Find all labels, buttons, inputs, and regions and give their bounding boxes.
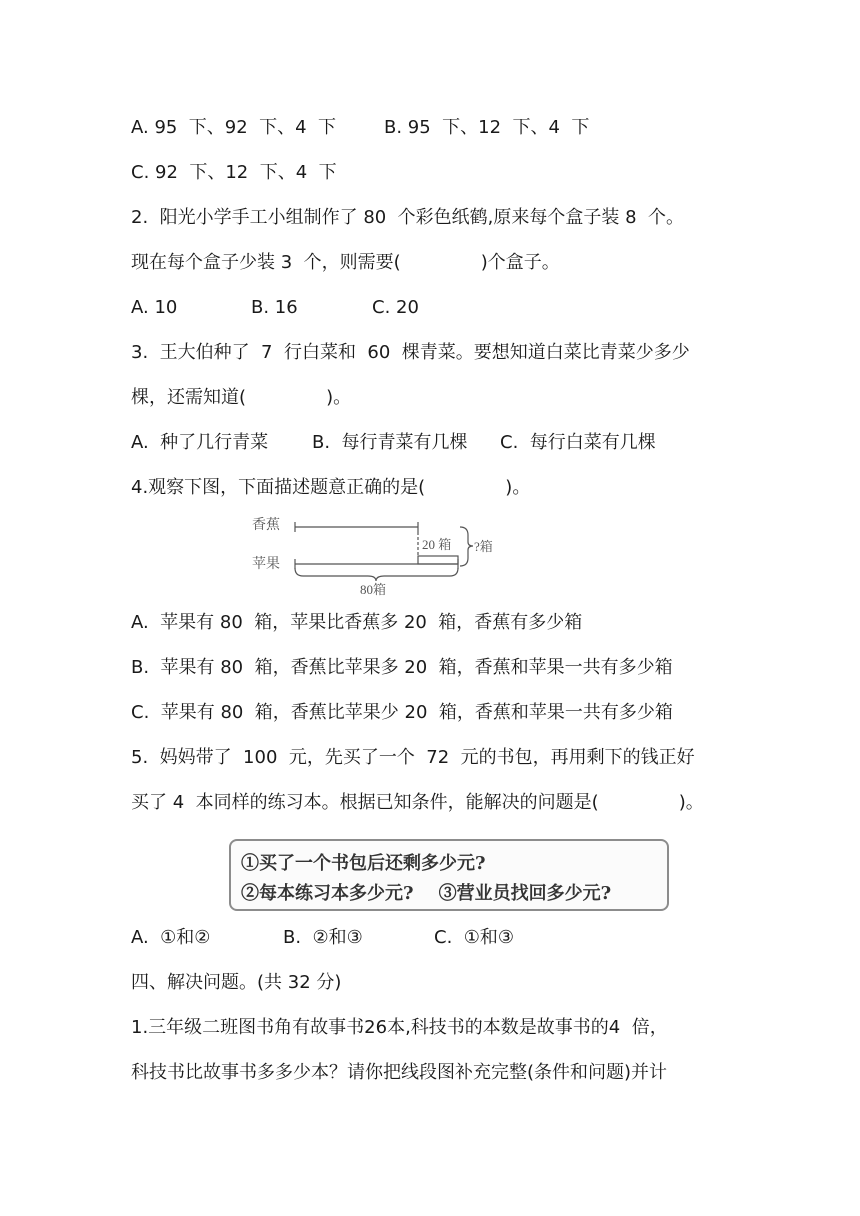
q1-option-b: B. 95 下、12 下、4 下 <box>384 117 590 138</box>
q3-text-line2: 棵，还需知道( )。 <box>131 387 352 408</box>
q5-question-box <box>229 839 669 911</box>
q2-option-b: B. 16 <box>251 297 298 318</box>
q1-option-a: A. 95 下、92 下、4 下 <box>131 117 337 138</box>
q1-option-c: C. 92 下、12 下、4 下 <box>131 162 337 183</box>
q4-option-c: C. 苹果有 80 箱，香蕉比苹果少 20 箱，香蕉和苹果一共有多少箱 <box>131 702 673 723</box>
q5-text-line1: 5. 妈妈带了 100 元，先买了一个 72 元的书包，再用剩下的钱正好 <box>131 747 695 768</box>
line-segment-diagram <box>240 510 520 600</box>
q2-option-a: A. 10 <box>131 297 178 318</box>
q3-option-b: B. 每行青菜有几棵 <box>312 432 468 453</box>
banana-segment <box>295 522 418 556</box>
q2-option-c: C. 20 <box>372 297 419 318</box>
total-brace <box>460 527 473 566</box>
apple-label: 苹果 <box>252 555 280 571</box>
section4-q1-line2: 科技书比故事书多多少本？请你把线段图补充完整(条件和问题)并计 <box>131 1062 668 1083</box>
q3-option-c: C. 每行白菜有几棵 <box>500 432 656 453</box>
q2-text-line1: 2. 阳光小学手工小组制作了 80 个彩色纸鹤,原来每个盒子装 8 个。 <box>131 207 685 228</box>
q5-box-line1: ①买了一个书包后还剩多少元? <box>241 853 486 874</box>
apple-segment <box>295 559 458 569</box>
q4-option-b: B. 苹果有 80 箱，香蕉比苹果多 20 箱，香蕉和苹果一共有多少箱 <box>131 657 673 678</box>
q5-option-c: C. ①和③ <box>434 927 515 948</box>
q5-text-line2: 买了 4 本同样的练习本。根据已知条件，能解决的问题是( )。 <box>131 792 704 813</box>
difference-segment <box>418 556 458 564</box>
q5-option-a: A. ①和② <box>131 927 211 948</box>
apple-count-label: 80箱 <box>360 582 387 597</box>
banana-label: 香蕉 <box>252 516 280 532</box>
q3-text-line1: 3. 王大伯种了 7 行白菜和 60 棵青菜。要想知道白菜比青菜少多少 <box>131 342 690 363</box>
section-heading: 四、解决问题。(共 32 分) <box>131 972 342 993</box>
q4-text-line1: 4.观察下图，下面描述题意正确的是( )。 <box>131 477 531 498</box>
q3-option-a: A. 种了几行青菜 <box>131 432 269 453</box>
q4-option-a: A. 苹果有 80 箱，苹果比香蕉多 20 箱，香蕉有多少箱 <box>131 612 583 633</box>
q5-option-b: B. ②和③ <box>283 927 363 948</box>
q2-text-line2: 现在每个盒子少装 3 个，则需要( )个盒子。 <box>131 252 560 273</box>
apple-brace <box>295 568 458 581</box>
total-label: ?箱 <box>474 539 493 554</box>
q5-box-line2: ②每本练习本多少元? ③营业员找回多少元? <box>241 883 612 904</box>
difference-label: 20 箱 <box>422 537 452 552</box>
section4-q1-line1: 1.三年级二班图书角有故事书26本,科技书的本数是故事书的4 倍， <box>131 1017 668 1038</box>
